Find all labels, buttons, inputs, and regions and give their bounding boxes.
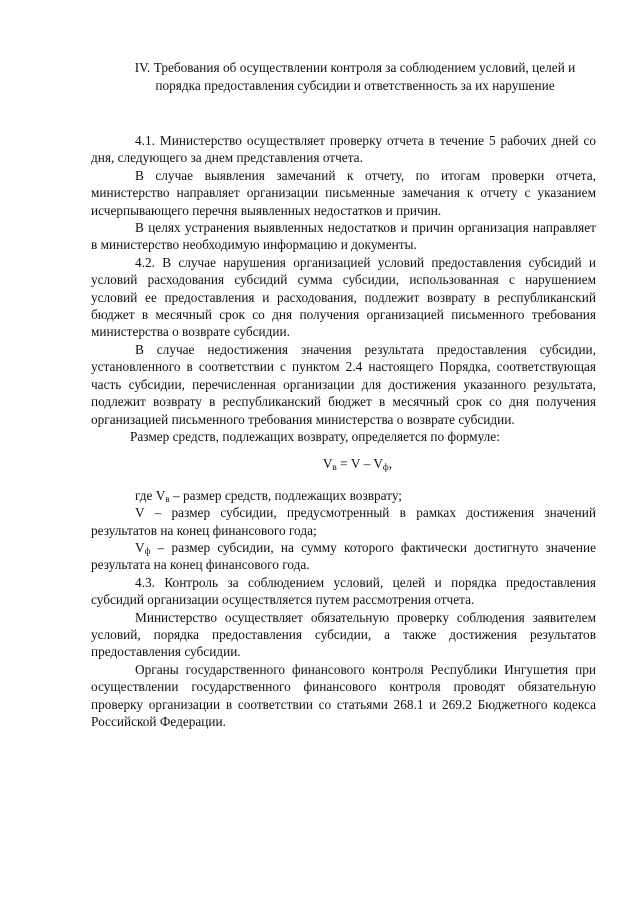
paragraph-formula-intro: Размер средств, подлежащих возврату, определяется по формуле: — [130, 428, 500, 444]
paragraph-non-achievement: В случае недостижения значения результата предоставления субсидии, установленного в соответствии с пунктом 2.4 настоящего Порядка, соответствующая часть субсидии, перечисленная организации для достижения указанного результата, подлежит возврату в республиканский бюджет в месячный срок со дня получения организацией письменного требования министерства о возврате субсидии. — [91, 341, 596, 427]
document-body — [91, 132, 596, 730]
definition-v — [91, 504, 596, 539]
formula-end: , — [388, 456, 393, 472]
formula-rhs-subscript: ф — [382, 462, 389, 473]
definition-text: – размер субсидии, предусмотренный в рамках достижения значений результатов на конец финансового года; — [91, 505, 596, 538]
definition-prefix: V — [135, 505, 145, 521]
paragraph-4-3: 4.3. Контроль за соблюдением условий, целей и порядка предоставления субсидий организации осуществляется путем рассмотрения отчета. — [91, 574, 596, 608]
formula-lhs: V — [322, 456, 333, 472]
formula-lhs-subscript: в — [332, 462, 337, 473]
definition-subscript: в — [165, 493, 170, 504]
definition-subscript: ф — [144, 545, 151, 556]
section-heading: IV. Требования об осуществлении контроля за соблюдением условий, целей и порядка предоставления субсидии и ответственность за их нарушение — [134, 60, 576, 93]
definition-prefix: где V — [135, 487, 166, 503]
paragraph-4-2: 4.2. В случае нарушения организацией условий предоставления субсидий и условий расходования субсидий сумма субсидии, использованная с нарушением условий ее предоставления и расходования, подлежит возврату в республиканский бюджет в месячный срок со дня получения организацией письменного требования министерства о возврате субсидии. — [91, 254, 596, 340]
paragraph-ministry-check: Министерство осуществляет обязательную проверку соблюдения заявителем условий, порядка предоставления субсидии, а также достижения результатов предоставления субсидии. — [91, 609, 596, 660]
formula-middle: = V – V — [336, 456, 383, 472]
paragraph-4-1: 4.1. Министерство осуществляет проверку отчета в течение 5 рабочих дней со дня, следующего за днем представления отчета. — [91, 133, 596, 166]
return-formula — [91, 455, 596, 472]
definition-text: – размер субсидии, на сумму которого фактически достигнуто значение результата на конец финансового года. — [91, 539, 596, 573]
definition-text: – размер средств, подлежащих возврату; — [169, 487, 402, 503]
paragraph-financial-control: Органы государственного финансового контроля Республики Ингушетия при осуществлении государственного финансового контроля проводят обязательную проверку организации в соответствии со статьями 268.1 и 269.2 Бюджетного кодекса Российской Федерации. — [91, 661, 596, 729]
definition-vf — [91, 539, 596, 574]
definition-prefix: V — [135, 539, 145, 555]
definition-vv — [91, 487, 596, 504]
paragraph-remarks: В случае выявления замечаний к отчету, по итогам проверки отчета, министерство направляет организации письменные замечания к отчету с указанием исчерпывающего перечня выявленных недостатков и причин. — [91, 167, 596, 218]
paragraph-corrections: В целях устранения выявленных недостатков и причин организация направляет в министерство необходимую информацию и документы. — [91, 220, 596, 253]
